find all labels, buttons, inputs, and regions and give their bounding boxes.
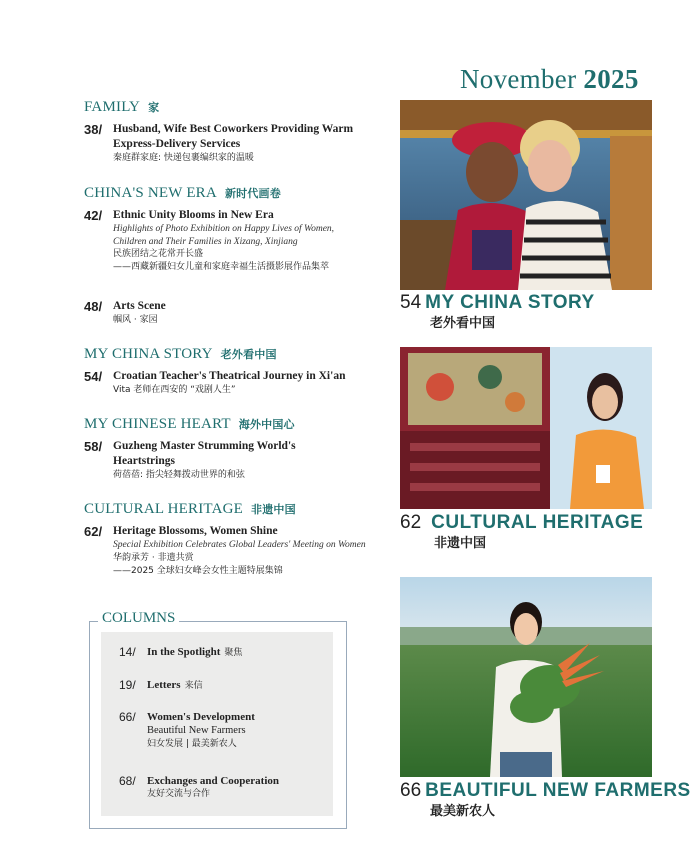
toc-item[interactable] xyxy=(84,369,384,397)
page-number: 62/ xyxy=(84,524,103,539)
feature-title: BEAUTIFUL NEW FARMERS xyxy=(425,780,691,801)
column-title-cn: 妇女发展 | 最美新农人 xyxy=(147,739,237,749)
feature-page-number: 54 xyxy=(400,292,422,313)
page-number: 66/ xyxy=(119,710,136,724)
feature-title-cn: 非遗中国 xyxy=(434,536,487,551)
page-number: 14/ xyxy=(119,645,136,659)
article-subtitle-cn: ——2025 全球妇女峰会女性主题特展集锦 xyxy=(113,565,283,576)
section-title: CULTURAL HERITAGE xyxy=(84,501,243,517)
toc-item[interactable] xyxy=(84,122,374,165)
article-title-cn: 秦庭群家庭: 快递包裹编织家的温暖 xyxy=(113,153,254,163)
column-subtitle: Beautiful New Farmers xyxy=(147,725,246,736)
issue-year: 2025 xyxy=(583,64,639,94)
feature-caption-cultural-heritage[interactable] xyxy=(400,512,643,551)
toc-item[interactable] xyxy=(84,439,339,482)
page-number: 19/ xyxy=(119,678,136,692)
issue-month: November xyxy=(460,64,577,94)
article-title: Guzheng Master Strumming World's Heartstrings xyxy=(113,440,296,467)
column-title: In the Spotlight xyxy=(147,646,221,658)
section-my-chinese-heart xyxy=(84,416,295,433)
feature-title: CULTURAL HERITAGE xyxy=(431,512,644,533)
article-subtitle: Special Exhibition Celebrates Global Leaders' Meeting on Women xyxy=(113,540,366,550)
feature-caption-my-china-story[interactable] xyxy=(400,292,595,331)
section-title-cn: 老外看中国 xyxy=(220,348,277,361)
issue-date xyxy=(460,64,639,95)
column-title-cn: 来信 xyxy=(184,681,203,691)
article-subtitle: Highlights of Photo Exhibition on Happy Lives of Women, Children and Their Families in Xizang, Xinjiang xyxy=(113,224,335,247)
section-title: CHINA'S NEW ERA xyxy=(84,185,217,201)
article-title-cn: 帼风 · 家园 xyxy=(113,315,158,325)
section-cultural-heritage xyxy=(84,501,296,518)
article-subtitle-cn: ——西藏新疆妇女儿童和家庭幸福生活摄影展作品集萃 xyxy=(113,262,330,272)
feature-page-number: 66 xyxy=(400,780,422,801)
column-item[interactable] xyxy=(119,678,329,693)
photo-my-china-story xyxy=(400,100,652,290)
page-number: 48/ xyxy=(84,299,103,314)
article-title-cn: Vita 老师在西安的 “戏剧人生” xyxy=(113,385,236,395)
article-title-cn: 民族团结之花常开长盛 xyxy=(113,249,204,259)
article-title-cn: 华韵承芳 · 非遗共赏 xyxy=(113,552,194,563)
column-item[interactable] xyxy=(119,774,329,801)
section-title-cn: 非遗中国 xyxy=(251,503,296,516)
feature-title: MY CHINA STORY xyxy=(425,292,595,313)
page-number: 42/ xyxy=(84,208,103,223)
column-item[interactable] xyxy=(119,645,329,660)
page-number: 38/ xyxy=(84,122,103,137)
section-title: MY CHINA STORY xyxy=(84,346,213,362)
article-title: Heritage Blossoms, Women Shine xyxy=(113,525,278,537)
article-title: Croatian Teacher's Theatrical Journey in Xi'an xyxy=(113,370,346,382)
feature-title-cn: 老外看中国 xyxy=(430,316,496,331)
feature-title-cn: 最美新农人 xyxy=(430,804,496,819)
column-title: Exchanges and Cooperation xyxy=(147,775,280,787)
page-number: 68/ xyxy=(119,774,136,788)
section-title: FAMILY xyxy=(84,99,141,115)
page-number: 58/ xyxy=(84,439,103,454)
columns-title: COLUMNS xyxy=(98,610,179,627)
photo-cultural-heritage xyxy=(400,347,652,509)
article-title: Ethnic Unity Blooms in New Era xyxy=(113,209,274,221)
toc-item[interactable] xyxy=(84,208,369,274)
column-title-cn: 友好交流与合作 xyxy=(147,789,211,799)
feature-caption-beautiful-new-farmers[interactable] xyxy=(400,780,691,819)
section-title-cn: 家 xyxy=(148,101,160,114)
page-number: 54/ xyxy=(84,369,103,384)
article-title: Arts Scene xyxy=(113,300,166,312)
section-title: MY CHINESE HEART xyxy=(84,416,231,432)
article-title: Husband, Wife Best Coworkers Providing Warm Express-Delivery Services xyxy=(113,123,354,150)
column-title-cn: 聚焦 xyxy=(224,648,243,658)
column-title: Letters xyxy=(147,679,181,691)
section-family xyxy=(84,99,159,116)
article-title-cn: 荷蓓蓓: 指尖轻舞拨动世界的和弦 xyxy=(113,470,245,480)
feature-page-number: 62 xyxy=(400,512,422,533)
section-new-era xyxy=(84,185,281,202)
photo-beautiful-new-farmers xyxy=(400,577,652,777)
toc-item[interactable] xyxy=(84,299,374,327)
column-title: Women's Development xyxy=(147,711,255,723)
toc-item[interactable] xyxy=(84,524,369,578)
column-item[interactable] xyxy=(119,710,329,751)
section-my-china-story xyxy=(84,346,277,363)
section-title-cn: 新时代画卷 xyxy=(224,187,281,200)
section-title-cn: 海外中国心 xyxy=(238,418,295,431)
